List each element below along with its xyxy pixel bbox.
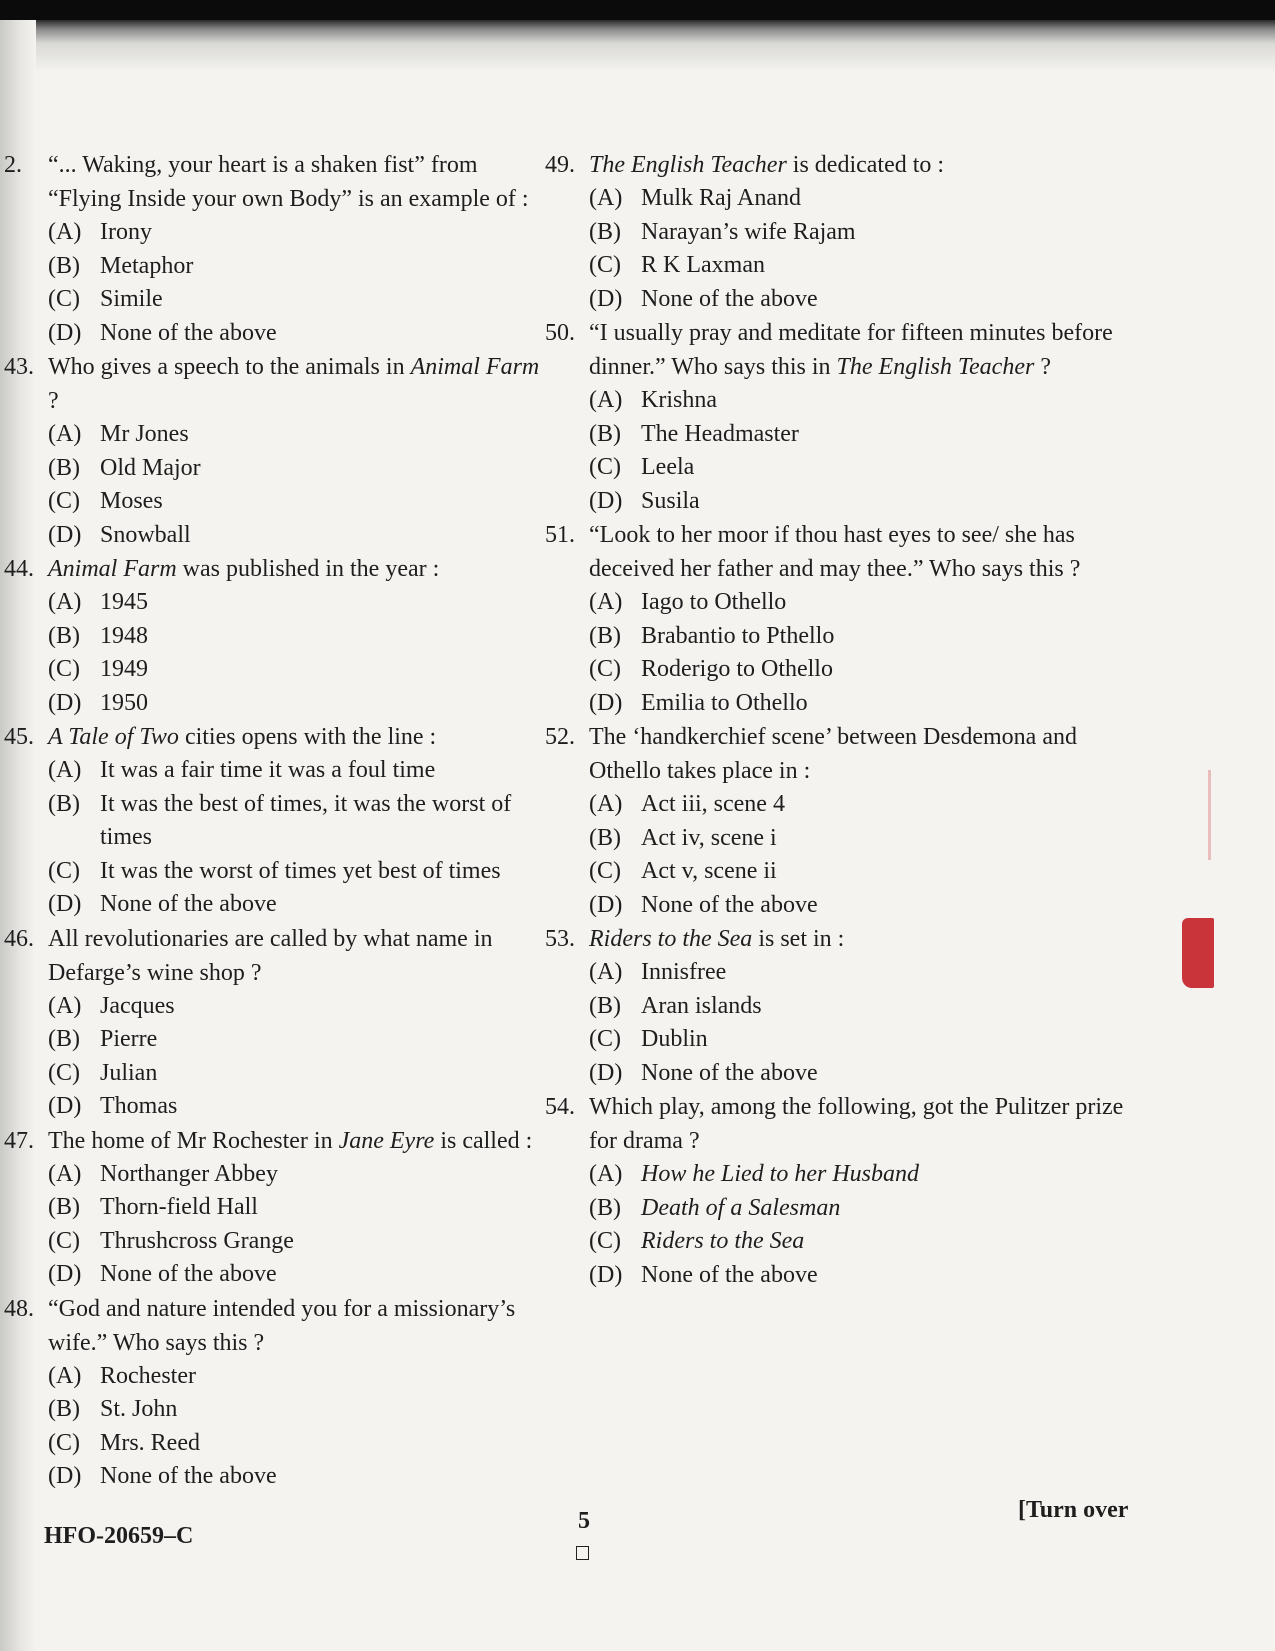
- question-number: 48.: [4, 1295, 34, 1322]
- answer-option: [48, 1191, 549, 1225]
- option-label: (B): [48, 790, 80, 817]
- option-text: It was the best of times, it was the worst of times: [100, 790, 512, 850]
- question-text: [589, 518, 1125, 586]
- option-text: None of the above: [100, 1261, 277, 1287]
- option-text: Mrs. Reed: [100, 1429, 200, 1456]
- option-text: None of the above: [100, 319, 277, 346]
- question-text-part: The home of Mr Rochester in: [48, 1127, 339, 1154]
- paper-code: HFO-20659–C: [44, 1523, 194, 1549]
- option-text: Irony: [100, 219, 152, 245]
- option-text: None of the above: [641, 1059, 818, 1086]
- question-text-part: “God and nature intended you for a missionary’s wife.” Who says this ?: [48, 1295, 516, 1356]
- question-text-part: Who gives a speech to the animals in: [48, 354, 411, 380]
- option-text: 1949: [100, 656, 148, 682]
- option-label: (B): [589, 420, 621, 447]
- question-text: [48, 350, 549, 418]
- option-label: (A): [48, 421, 82, 447]
- option-label: (A): [589, 791, 623, 817]
- option-list: [48, 1158, 549, 1292]
- question-title-italic: Riders to the Sea: [589, 926, 753, 952]
- option-list: [589, 788, 1125, 922]
- question-block: [4, 350, 549, 552]
- question-text-part: is dedicated to :: [786, 152, 945, 178]
- option-text: Aran islands: [641, 992, 762, 1019]
- option-list: [589, 1158, 1125, 1292]
- answer-option: [48, 1460, 549, 1494]
- question-block: [4, 552, 549, 720]
- answer-option: [589, 822, 1125, 856]
- option-label: (B): [48, 1396, 80, 1422]
- answer-option: [48, 1427, 549, 1461]
- option-label: (C): [589, 656, 621, 682]
- option-list: [589, 384, 1125, 518]
- answer-option: [48, 519, 549, 553]
- question-stem: [4, 922, 549, 990]
- answer-option: [48, 1023, 549, 1057]
- answer-option: [589, 889, 1125, 923]
- option-text: Thorn-field Hall: [100, 1194, 258, 1220]
- option-text: Thomas: [100, 1093, 178, 1119]
- question-number: 2.: [4, 152, 22, 178]
- option-label: (A): [589, 1161, 623, 1187]
- option-label: (D): [589, 689, 623, 716]
- option-text: Brabantio to Pthello: [641, 622, 835, 649]
- option-text: How he Lied to her Husband: [641, 1161, 919, 1187]
- question-block: [4, 148, 549, 350]
- question-stem: [4, 148, 549, 216]
- option-text: Krishna: [641, 387, 717, 413]
- option-label: (C): [589, 454, 621, 480]
- option-label: (C): [589, 252, 621, 278]
- option-label: (A): [48, 757, 82, 783]
- question-text: [589, 720, 1125, 788]
- question-text: [48, 720, 549, 754]
- answer-option: [589, 653, 1125, 687]
- answer-option: [48, 1057, 549, 1091]
- option-text: Jacques: [100, 992, 175, 1019]
- page-number: 5: [578, 1508, 590, 1534]
- option-text: Dublin: [641, 1026, 708, 1052]
- answer-option: [48, 754, 549, 788]
- option-label: (B): [48, 1026, 80, 1052]
- question-block: [4, 720, 549, 922]
- question-block: [545, 1090, 1125, 1292]
- answer-option: [48, 216, 549, 250]
- question-text-part: is set in :: [752, 926, 845, 952]
- answer-option: [48, 855, 549, 889]
- option-text: Death of a Salesman: [641, 1194, 841, 1221]
- option-label: (B): [589, 824, 621, 851]
- answer-option: [589, 956, 1125, 990]
- option-text: None of the above: [641, 285, 818, 312]
- answer-option: [589, 1259, 1125, 1293]
- answer-option: [589, 1023, 1125, 1057]
- answer-option: [48, 990, 549, 1024]
- question-text-part: “Look to her moor if thou hast eyes to see/ she has deceived her father and may thee.” Who says this ?: [589, 522, 1081, 582]
- answer-option: [589, 283, 1125, 317]
- option-label: (D): [48, 1463, 82, 1489]
- question-text: [589, 316, 1125, 384]
- question-number: 45.: [4, 724, 34, 750]
- option-label: (D): [589, 1261, 623, 1288]
- question-block: [545, 148, 1125, 316]
- question-number: 49.: [545, 152, 575, 178]
- question-block: [545, 316, 1125, 518]
- question-block: [4, 1292, 549, 1494]
- question-text: [48, 1292, 549, 1360]
- option-list: [589, 182, 1125, 316]
- question-title-italic: Animal Farm: [410, 354, 540, 380]
- option-label: (A): [48, 1160, 82, 1187]
- option-label: (C): [48, 1227, 80, 1254]
- turn-over-note: [Turn over: [1018, 1497, 1129, 1523]
- option-text: None of the above: [100, 1463, 277, 1489]
- answer-option: [48, 317, 549, 351]
- question-stem: [545, 316, 1125, 384]
- answer-option: [589, 384, 1125, 418]
- answer-option: [589, 485, 1125, 519]
- answer-option: [589, 1225, 1125, 1259]
- answer-option: [589, 182, 1125, 216]
- option-label: (D): [48, 1261, 82, 1287]
- red-stain-mark: [1182, 918, 1214, 988]
- question-title-italic: The English Teacher: [589, 152, 787, 178]
- question-number: 46.: [4, 925, 34, 952]
- question-block: [545, 720, 1125, 922]
- option-text: Narayan’s wife Rajam: [641, 218, 856, 245]
- option-text: Roderigo to Othello: [641, 656, 833, 682]
- option-list: [48, 418, 549, 552]
- answer-option: [589, 216, 1125, 250]
- option-label: (C): [48, 1059, 80, 1086]
- question-stem: [545, 922, 1125, 956]
- option-label: (B): [48, 454, 80, 481]
- option-label: (C): [48, 656, 80, 682]
- answer-option: [48, 687, 549, 721]
- option-text: Mulk Raj Anand: [641, 185, 801, 211]
- answer-option: [589, 687, 1125, 721]
- answer-option: [48, 1360, 549, 1394]
- option-text: 1945: [100, 589, 148, 615]
- option-label: (D): [589, 1059, 623, 1086]
- option-list: [48, 1360, 549, 1494]
- question-number: 54.: [545, 1094, 575, 1120]
- answer-option: [48, 418, 549, 452]
- option-text: Act iv, scene i: [641, 824, 777, 851]
- question-title-italic: The English Teacher: [836, 354, 1035, 380]
- question-number: 47.: [4, 1127, 34, 1154]
- option-text: Iago to Othello: [641, 589, 787, 615]
- answer-option: [48, 586, 549, 620]
- question-stem: [4, 552, 549, 586]
- option-text: It was a fair time it was a foul time: [100, 757, 436, 783]
- option-label: (D): [48, 319, 82, 346]
- question-stem: [545, 518, 1125, 586]
- option-text: Act iii, scene 4: [641, 791, 785, 817]
- question-text-part: ?: [48, 388, 59, 414]
- question-text-part: is called :: [434, 1127, 533, 1154]
- option-label: (A): [48, 992, 82, 1019]
- answer-option: [48, 283, 549, 317]
- option-label: (D): [589, 891, 623, 918]
- option-list: [589, 956, 1125, 1090]
- answer-option: [48, 1090, 549, 1124]
- option-text: Mr Jones: [100, 421, 189, 447]
- answer-option: [48, 620, 549, 654]
- option-label: (D): [48, 689, 82, 716]
- answer-option: [589, 1158, 1125, 1192]
- question-stem: [4, 1292, 549, 1360]
- answer-option: [48, 653, 549, 687]
- option-label: (D): [589, 285, 623, 312]
- answer-option: [589, 990, 1125, 1024]
- question-text-part: cities opens with the line :: [178, 724, 437, 750]
- left-question-column: [4, 148, 549, 1494]
- scan-top-border: [0, 0, 1275, 20]
- option-label: (A): [48, 1362, 82, 1389]
- answer-option: [589, 586, 1125, 620]
- answer-option: [589, 855, 1125, 889]
- option-text: Leela: [641, 454, 695, 480]
- question-number: 50.: [545, 320, 575, 346]
- option-text: 1948: [100, 622, 148, 649]
- option-list: [48, 990, 549, 1124]
- option-text: R K Laxman: [641, 252, 765, 278]
- question-stem: [545, 720, 1125, 788]
- option-label: (D): [48, 891, 82, 917]
- option-label: (C): [48, 857, 80, 884]
- option-text: Riders to the Sea: [641, 1228, 805, 1254]
- question-text-part: was published in the year :: [176, 556, 440, 582]
- question-text: [589, 922, 1125, 956]
- question-text: [48, 1124, 549, 1158]
- answer-option: [48, 250, 549, 284]
- answer-option: [589, 788, 1125, 822]
- question-text: [589, 148, 1125, 182]
- answer-option: [589, 1192, 1125, 1226]
- option-text: Old Major: [100, 454, 201, 481]
- option-text: Act v, scene ii: [641, 858, 777, 884]
- option-text: Innisfree: [641, 959, 727, 985]
- option-text: It was the worst of times yet best of times: [100, 857, 501, 884]
- answer-option: [48, 452, 549, 486]
- answer-option: [589, 418, 1125, 452]
- option-label: (A): [589, 959, 623, 985]
- option-label: (A): [589, 387, 623, 413]
- question-text: [48, 922, 549, 990]
- answer-option: [48, 485, 549, 519]
- answer-option: [48, 788, 549, 855]
- answer-option: [589, 1057, 1125, 1091]
- question-text-part: ?: [1034, 354, 1051, 380]
- option-label: (B): [48, 252, 80, 279]
- question-stem: [4, 720, 549, 754]
- question-block: [4, 1124, 549, 1292]
- question-stem: [4, 1124, 549, 1158]
- option-label: (C): [589, 1026, 621, 1052]
- option-label: (D): [589, 487, 623, 514]
- question-title-italic: A Tale of Two: [48, 724, 179, 750]
- option-label: (C): [48, 488, 80, 514]
- question-block: [545, 922, 1125, 1090]
- option-label: (A): [48, 219, 82, 245]
- answer-option: [589, 620, 1125, 654]
- option-list: [48, 586, 549, 720]
- paper-mark: [1180, 770, 1211, 860]
- option-text: St. John: [100, 1396, 178, 1422]
- option-text: Simile: [100, 286, 163, 312]
- option-label: (B): [48, 622, 80, 649]
- question-number: 53.: [545, 926, 575, 952]
- question-text: [48, 148, 549, 216]
- page-box-mark: [576, 1546, 589, 1560]
- answer-option: [48, 1225, 549, 1259]
- option-text: The Headmaster: [641, 420, 799, 447]
- answer-option: [48, 1158, 549, 1192]
- option-text: 1950: [100, 689, 148, 716]
- option-label: (B): [589, 992, 621, 1019]
- option-text: Thrushcross Grange: [100, 1227, 294, 1254]
- answer-option: [48, 1393, 549, 1427]
- option-label: (D): [48, 1093, 82, 1119]
- answer-option: [48, 1258, 549, 1292]
- option-label: (B): [589, 622, 621, 649]
- option-text: Snowball: [100, 521, 191, 548]
- option-text: Moses: [100, 488, 163, 514]
- option-list: [589, 586, 1125, 720]
- question-text: [589, 1090, 1125, 1158]
- option-label: (B): [48, 1194, 80, 1220]
- question-number: 44.: [4, 556, 34, 582]
- question-text-part: All revolutionaries are called by what name in Defarge’s wine shop ?: [48, 925, 493, 986]
- option-text: Rochester: [100, 1362, 196, 1389]
- question-text-part: “... Waking, your heart is a shaken fist” from “Flying Inside your own Body” is an example of :: [48, 152, 529, 212]
- option-text: Northanger Abbey: [100, 1160, 278, 1187]
- option-text: None of the above: [641, 891, 818, 918]
- scan-top-shadow: [0, 20, 1275, 72]
- question-stem: [4, 350, 549, 418]
- option-list: [48, 754, 549, 922]
- answer-option: [48, 888, 549, 922]
- option-label: (C): [589, 1228, 621, 1254]
- answer-option: [589, 451, 1125, 485]
- question-stem: [545, 148, 1125, 182]
- option-label: (D): [48, 521, 82, 548]
- option-text: Susila: [641, 487, 700, 514]
- question-number: 52.: [545, 724, 575, 750]
- option-text: Metaphor: [100, 252, 194, 279]
- question-block: [4, 922, 549, 1124]
- question-text-part: Which play, among the following, got the Pulitzer prize for drama ?: [589, 1094, 1124, 1154]
- option-label: (A): [589, 589, 623, 615]
- option-label: (B): [589, 218, 621, 245]
- question-stem: [545, 1090, 1125, 1158]
- option-text: None of the above: [641, 1261, 818, 1288]
- right-question-column: [545, 148, 1125, 1292]
- question-text-part: The ‘handkerchief scene’ between Desdemona and Othello takes place in :: [589, 724, 1077, 784]
- option-label: (C): [48, 286, 80, 312]
- option-text: Pierre: [100, 1026, 158, 1052]
- question-number: 51.: [545, 522, 575, 548]
- option-list: [48, 216, 549, 350]
- option-label: (C): [48, 1429, 80, 1456]
- question-block: [545, 518, 1125, 720]
- question-title-italic: Animal Farm: [48, 556, 177, 582]
- option-label: (A): [48, 589, 82, 615]
- question-title-italic: Jane Eyre: [338, 1127, 435, 1154]
- question-text-part: “I usually pray and meditate for fifteen minutes before dinner.” Who says this in: [589, 320, 1113, 380]
- option-label: (B): [589, 1194, 621, 1221]
- answer-option: [589, 249, 1125, 283]
- option-text: None of the above: [100, 891, 277, 917]
- option-text: Julian: [100, 1059, 158, 1086]
- option-label: (C): [589, 858, 621, 884]
- question-number: 43.: [4, 354, 34, 380]
- option-text: Emilia to Othello: [641, 689, 808, 716]
- question-text: [48, 552, 549, 586]
- option-label: (A): [589, 185, 623, 211]
